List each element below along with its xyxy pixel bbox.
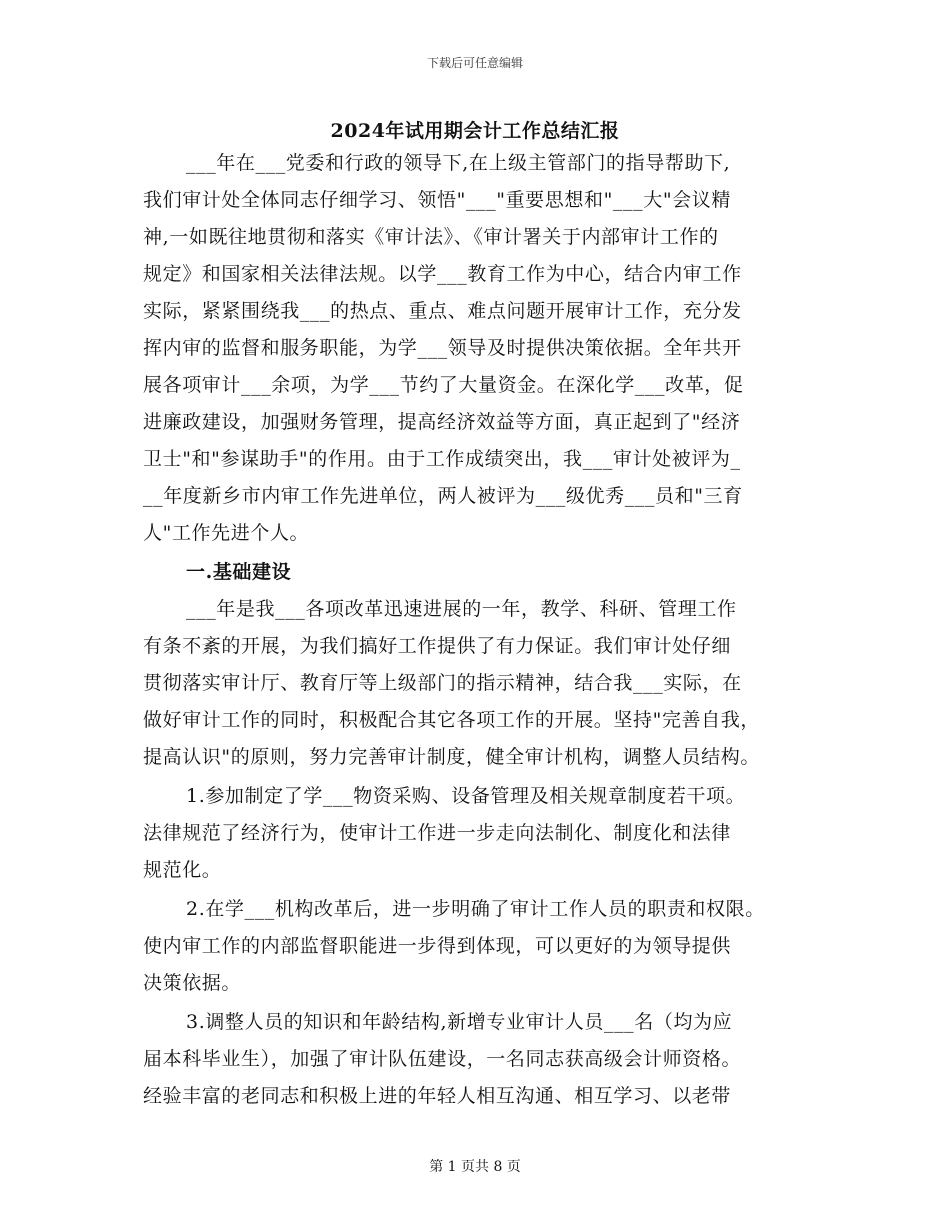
header-note: 下载后可任意编辑 — [426, 56, 523, 70]
paragraph-line: 我们审计处全体同志仔细学习、领悟"___"重要思想和"___大"会议精 — [143, 189, 731, 211]
paragraph-line: 贯彻落实审计厅、教育厅等上级部门的指示精神，结合我___实际，在 — [143, 672, 742, 694]
section-heading: 一.基础建设 — [186, 561, 292, 583]
list-item-line: 2.在学___机构改革后，进一步明确了审计工作人员的职责和权限。 — [186, 898, 765, 920]
paragraph-line: 规范化。 — [143, 859, 222, 881]
paragraph-line: 人"工作先进个人。 — [143, 522, 310, 544]
paragraph-line: 实际，紧紧围绕我___的热点、重点、难点问题开展审计工作，充分发 — [143, 300, 742, 322]
paragraph-line: 法律规范了经济行为，使审计工作进一步走向法制化、制度化和法律 — [143, 822, 732, 844]
document-title: 2024年试用期会计工作总结汇报 — [330, 120, 620, 142]
paragraph-line: ___年是我___各项改革迅速进展的一年，教学、科研、管理工作 — [186, 598, 737, 620]
paragraph-line: ___年在___党委和行政的领导下,在上级主管部门的指导帮助下, — [186, 152, 731, 174]
paragraph-line: __年度新乡市内审工作先进单位，两人被评为___级优秀___员和"三育 — [143, 485, 743, 507]
paragraph-line: 做好审计工作的同时，积极配合其它各项工作的开展。坚持"完善自我， — [143, 709, 760, 731]
paragraph-line: 经验丰富的老同志和积极上进的年轻人相互沟通、相互学习、以老带 — [143, 1085, 732, 1107]
paragraph-line: 进廉政建设，加强财务管理，提高经济效益等方面，真正起到了"经济 — [143, 411, 741, 433]
page-footer: 第 1 页共 8 页 — [429, 1159, 521, 1175]
list-item-line: 1.参加制定了学___物资采购、设备管理及相关规章制度若干项。 — [186, 785, 746, 807]
paragraph-line: 神,一如既往地贯彻和落实《审计法》、《审计署关于内部审计工作的 — [143, 226, 719, 248]
paragraph-line: 卫士"和"参谋助手"的作用。由于工作成绩突出，我___审计处被评为_ — [143, 448, 741, 470]
paragraph-line: 届本科毕业生），加强了审计队伍建设，一名同志获高级会计师资格。 — [143, 1048, 742, 1070]
paragraph-line: 提高认识"的原则，努力完善审计制度，健全审计机构，调整人员结构。 — [143, 746, 760, 768]
paragraph-line: 使内审工作的内部监督职能进一步得到体现，可以更好的为领导提供 — [143, 935, 732, 957]
paragraph-line: 挥内审的监督和服务职能，为学___领导及时提供决策依据。全年共开 — [143, 337, 742, 359]
paragraph-line: 决策依据。 — [143, 972, 242, 994]
paragraph-line: 规定》和国家相关法律法规。以学___教育工作为中心，结合内审工作 — [143, 263, 742, 285]
list-item-line: 3.调整人员的知识和年龄结构,新增专业审计人员___名（均为应 — [186, 1011, 733, 1033]
paragraph-line: 展各项审计___余项，为学___节约了大量资金。在深化学___改革，促 — [143, 374, 744, 396]
paragraph-line: 有条不紊的开展，为我们搞好工作提供了有力保证。我们审计处仔细 — [143, 635, 732, 657]
